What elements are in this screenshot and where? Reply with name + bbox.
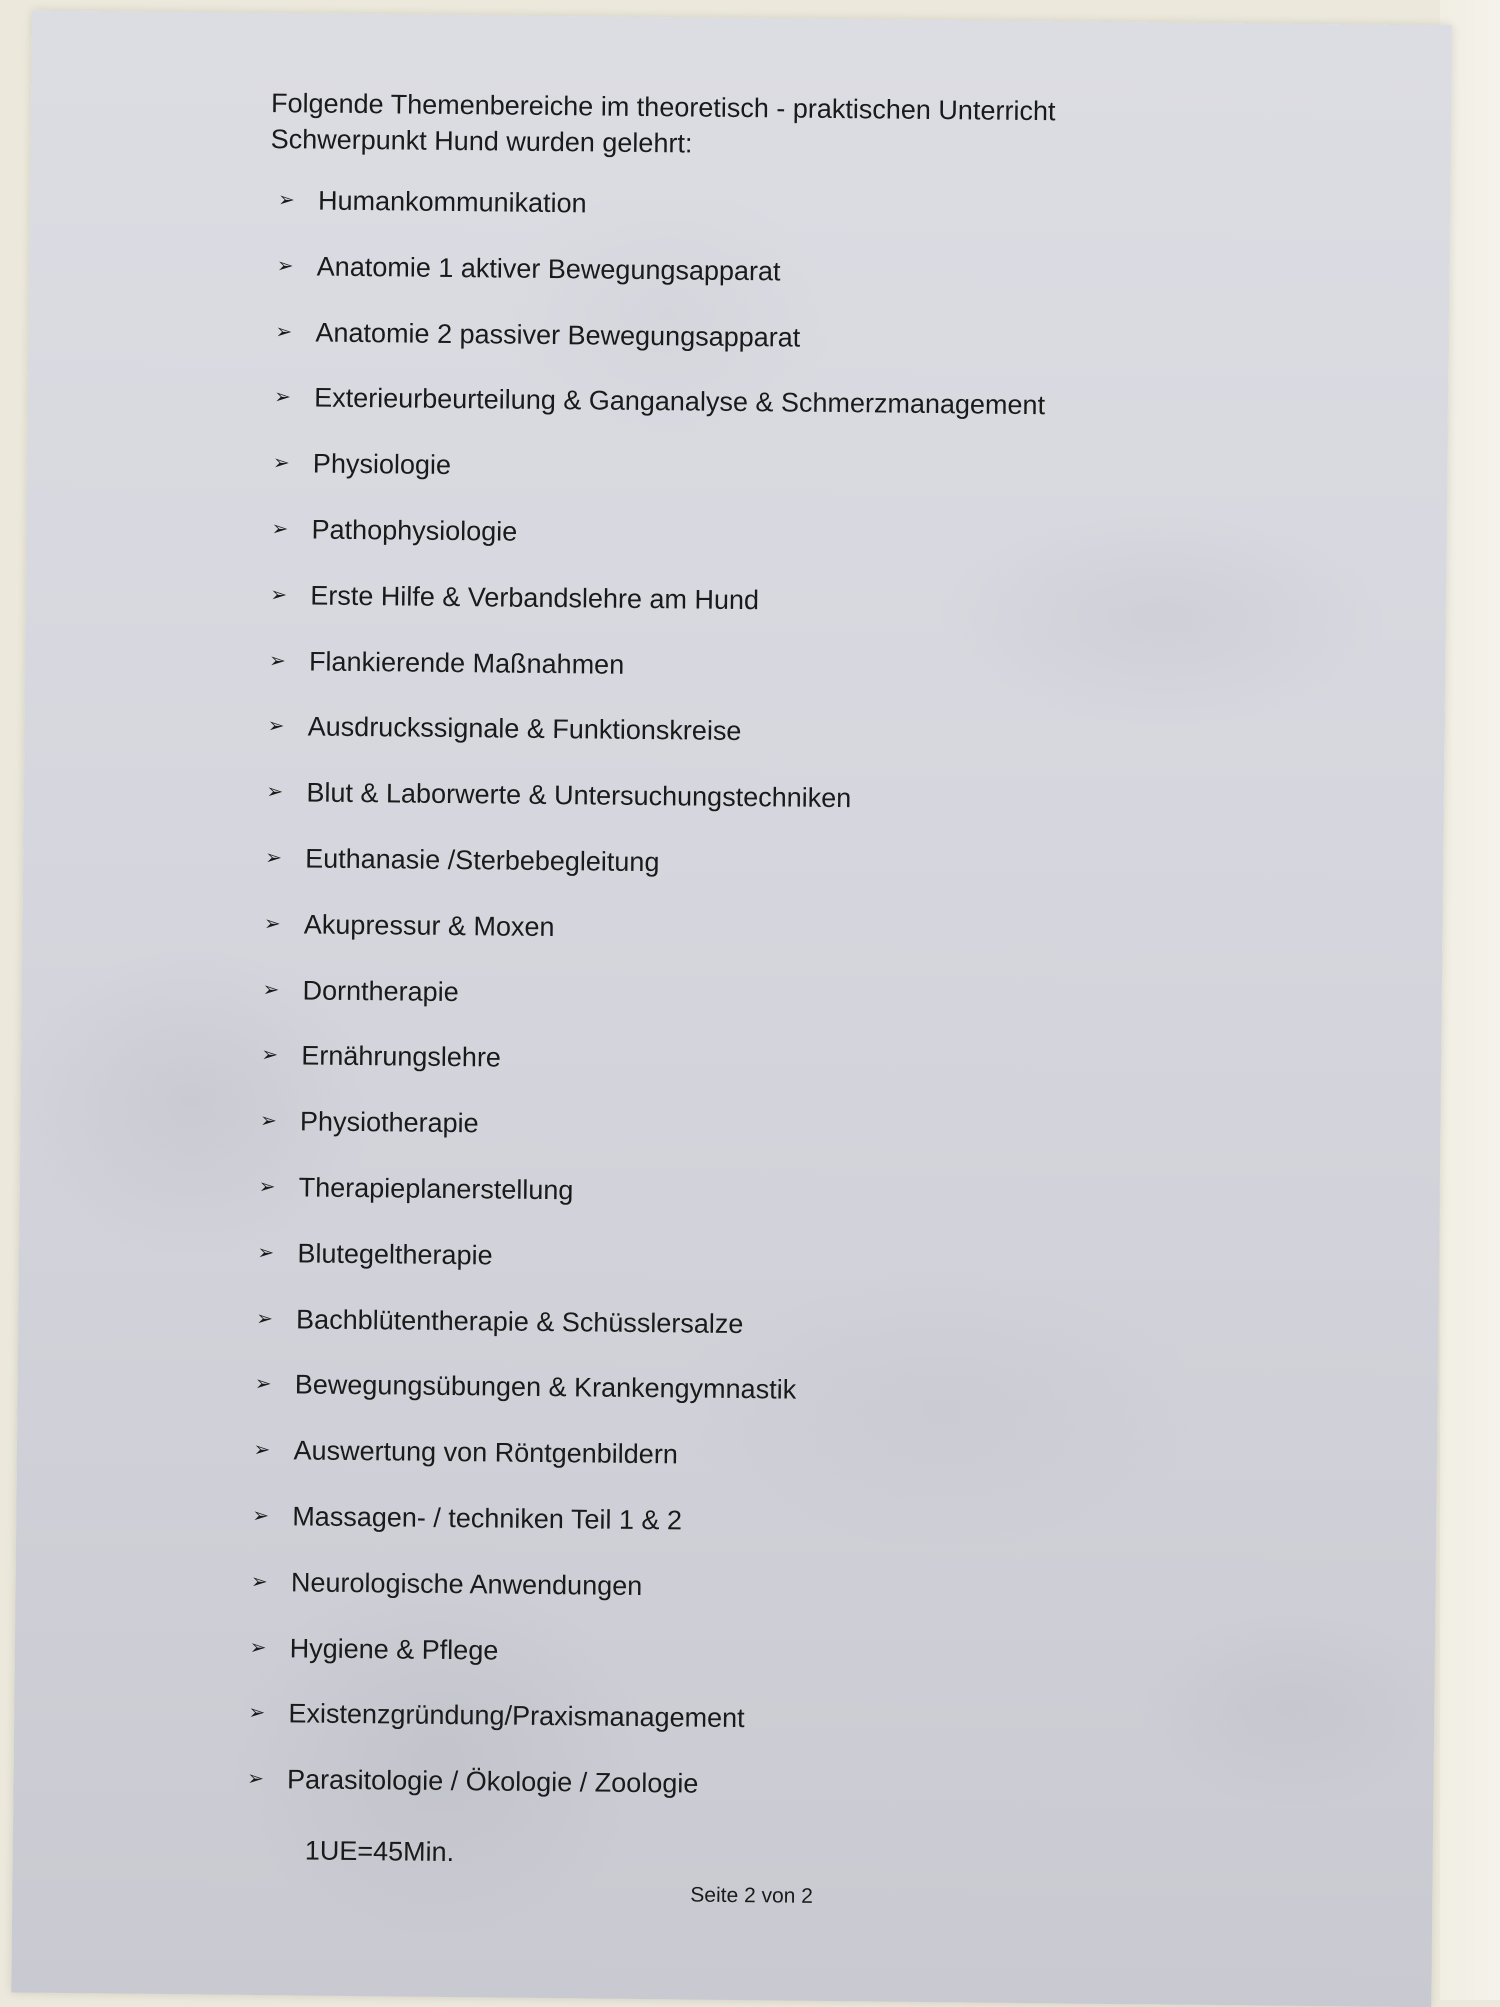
bullet-arrow-icon: ➢ [265,847,283,870]
topic-label: Existenzgründung/Praxismanagement [288,1698,745,1734]
topic-label: Ernährungslehre [301,1040,502,1073]
bullet-arrow-icon: ➢ [256,1307,274,1330]
bullet-arrow-icon: ➢ [261,1044,279,1067]
topic-label: Auswertung von Röntgenbildern [293,1435,678,1470]
topic-item [264,907,555,944]
topic-label: Neurologische Anwendungen [290,1567,643,1601]
topic-label: Flankierende Maßnahmen [308,646,625,680]
topic-label: Exterieurbeurteilung & Ganganalyse & Schmerzmanagement [314,382,1046,421]
topic-label: Bewegungsübungen & Krankengymnastik [294,1369,797,1406]
topic-item [261,1038,501,1075]
bullet-arrow-icon: ➢ [253,1439,271,1462]
intro-line-1: Folgende Themenbereiche im theoretisch - praktischen Unterricht [270,88,1056,127]
topic-label: Blutegeltherapie [297,1238,493,1271]
topic-item [257,1236,492,1272]
topic-label: Blut & Laborwerte & Untersuchungstechniken [306,777,852,814]
topic-item [275,315,800,354]
topic-item [266,775,851,815]
bullet-arrow-icon: ➢ [276,254,294,278]
topic-item [247,1762,699,1801]
topic-label: Pathophysiologie [311,514,518,547]
page-number: Seite 2 von 2 [690,1883,814,1908]
bullet-arrow-icon: ➢ [258,1176,276,1199]
topic-item [250,1631,499,1668]
topic-label: Euthanasie /Sterbebegleitung [305,843,660,878]
bullet-arrow-icon: ➢ [266,781,284,804]
topic-item [269,644,625,682]
topic-item [259,1170,574,1207]
topic-label: Humankommunikation [317,185,587,219]
bullet-arrow-icon: ➢ [249,1636,267,1659]
topic-item [268,709,742,748]
bullet-arrow-icon: ➢ [274,386,292,409]
topic-item [277,249,781,288]
bullet-arrow-icon: ➢ [277,189,295,212]
bullet-arrow-icon: ➢ [268,649,286,672]
bullet-arrow-icon: ➢ [262,978,280,1001]
bullet-arrow-icon: ➢ [252,1504,270,1528]
bullet-arrow-icon: ➢ [254,1373,272,1396]
topic-label: Bachblütentherapie & Schüsslersalze [295,1303,744,1339]
topic-label: Akupressur & Moxen [303,909,555,942]
bullet-arrow-icon: ➢ [267,715,285,738]
unit-note: 1UE=45Min. [304,1835,455,1868]
topic-label: Hygiene & Pflege [289,1632,499,1666]
topic-item [265,841,660,879]
topic-item [251,1565,643,1603]
topic-item [253,1433,678,1471]
topic-item [260,1104,479,1140]
bullet-arrow-icon: ➢ [275,320,293,343]
topic-label: Anatomie 2 passiver Bewegungsapparat [315,317,801,353]
topic-label: Ausdruckssignale & Funktionskreise [307,711,742,747]
topic-item [252,1499,682,1537]
topic-item [278,183,587,220]
bullet-arrow-icon: ➢ [257,1241,275,1264]
bullet-arrow-icon: ➢ [263,912,281,936]
topic-item [270,578,759,617]
document-page [11,11,1452,2007]
bullet-arrow-icon: ➢ [250,1570,268,1593]
bullet-arrow-icon: ➢ [247,1768,265,1791]
topic-label: Dorntherapie [302,975,459,1007]
topic-label: Physiologie [312,448,452,481]
topic-label: Therapieplanerstellung [298,1172,574,1206]
intro-line-2: Schwerpunkt Hund wurden gelehrt: [270,124,693,159]
topic-label: Parasitologie / Ökologie / Zoologie [286,1764,699,1799]
bullet-arrow-icon: ➢ [271,518,289,541]
bullet-arrow-icon: ➢ [248,1702,266,1725]
topic-label: Anatomie 1 aktiver Bewegungsapparat [316,251,781,287]
topic-label: Massagen- / techniken Teil 1 & 2 [292,1501,683,1536]
topic-item [256,1302,744,1341]
topic-item [248,1696,745,1735]
topic-item [273,446,451,482]
bullet-arrow-icon: ➢ [270,583,288,607]
topic-label: Erste Hilfe & Verbandslehre am Hund [310,580,760,616]
bullet-arrow-icon: ➢ [272,452,290,475]
topic-item [271,512,517,549]
topic-item [255,1367,797,1407]
topic-label: Physiotherapie [299,1106,479,1139]
intro-text [271,85,1056,165]
topic-item [274,381,1045,423]
topic-item [262,973,458,1009]
bullet-arrow-icon: ➢ [259,1110,277,1133]
